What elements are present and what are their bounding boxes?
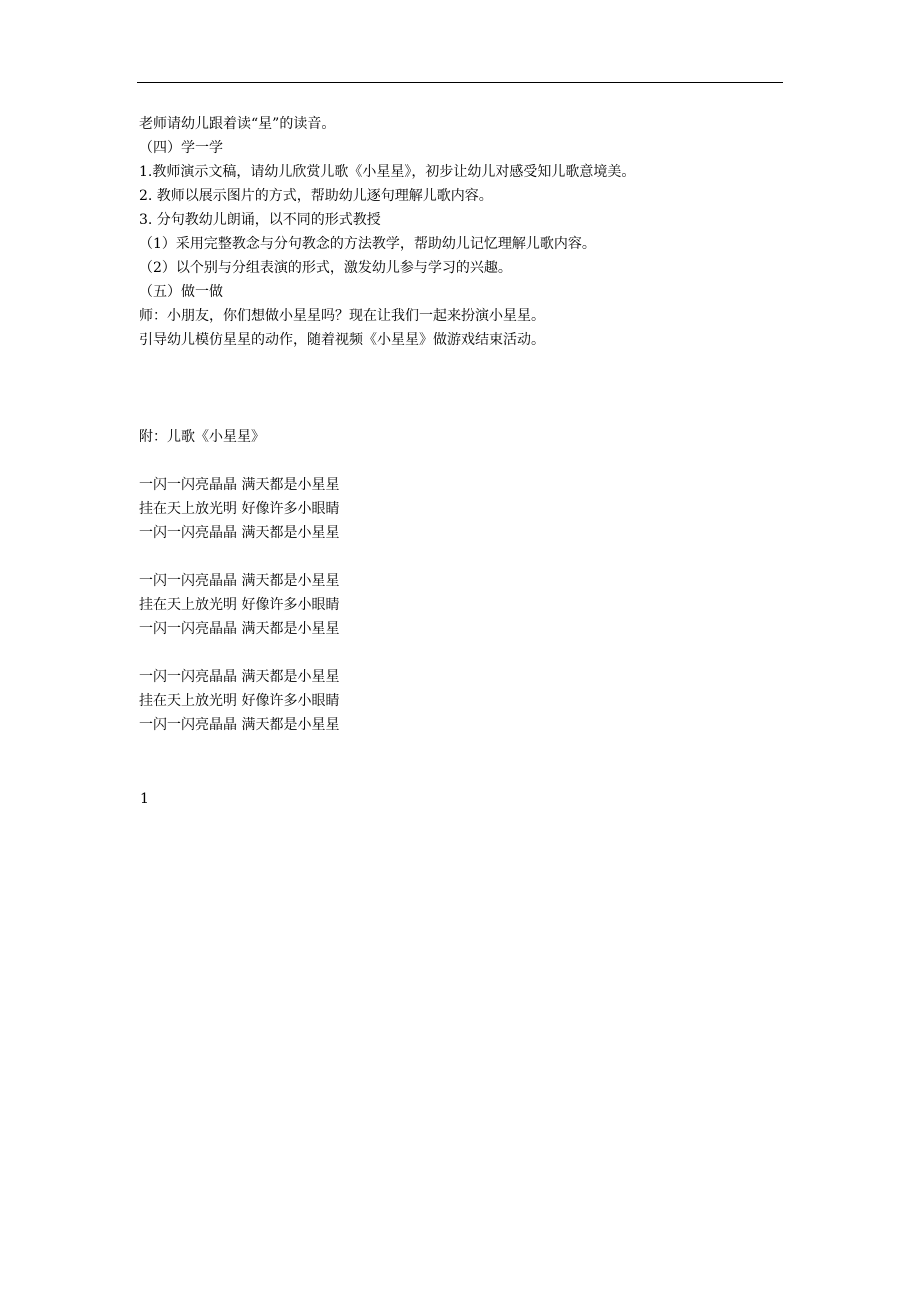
body-line: 1.教师演示文稿，请幼儿欣赏儿歌《小星星》，初步让幼儿对感受知儿歌意境美。 — [139, 164, 636, 180]
poem-line: 挂在天上放光明 好像许多小眼睛 — [139, 693, 340, 709]
header-rule — [137, 82, 783, 83]
body-line: （2）以个别与分组表演的形式，激发幼儿参与学习的兴趣。 — [139, 260, 512, 276]
poem-line: 一闪一闪亮晶晶 满天都是小星星 — [139, 669, 340, 685]
poem-line: 挂在天上放光明 好像许多小眼睛 — [139, 597, 340, 613]
poem-line: 一闪一闪亮晶晶 满天都是小星星 — [139, 477, 340, 493]
body-line: 引导幼儿模仿星星的动作，随着视频《小星星》做游戏结束活动。 — [139, 332, 545, 348]
poem-line: 一闪一闪亮晶晶 满天都是小星星 — [139, 621, 340, 637]
body-line: （1）采用完整教念与分句教念的方法教学，帮助幼儿记忆理解儿歌内容。 — [139, 236, 596, 252]
body-line: 老师请幼儿跟着读“星”的读音。 — [139, 116, 336, 132]
poem-line: 一闪一闪亮晶晶 满天都是小星星 — [139, 573, 340, 589]
page-number: 1 — [140, 791, 149, 807]
appendix-title: 附：儿歌《小星星》 — [139, 429, 265, 445]
body-line: 2. 教师以展示图片的方式，帮助幼儿逐句理解儿歌内容。 — [139, 188, 493, 204]
section-heading: （四）学一学 — [139, 140, 223, 156]
body-line: 师：小朋友，你们想做小星星吗？现在让我们一起来扮演小星星。 — [139, 308, 545, 324]
poem-line: 一闪一闪亮晶晶 满天都是小星星 — [139, 717, 340, 733]
section-heading: （五）做一做 — [139, 284, 223, 300]
poem-line: 一闪一闪亮晶晶 满天都是小星星 — [139, 525, 340, 541]
body-line: 3. 分句教幼儿朗诵，以不同的形式教授 — [139, 212, 381, 228]
poem-line: 挂在天上放光明 好像许多小眼睛 — [139, 501, 340, 517]
